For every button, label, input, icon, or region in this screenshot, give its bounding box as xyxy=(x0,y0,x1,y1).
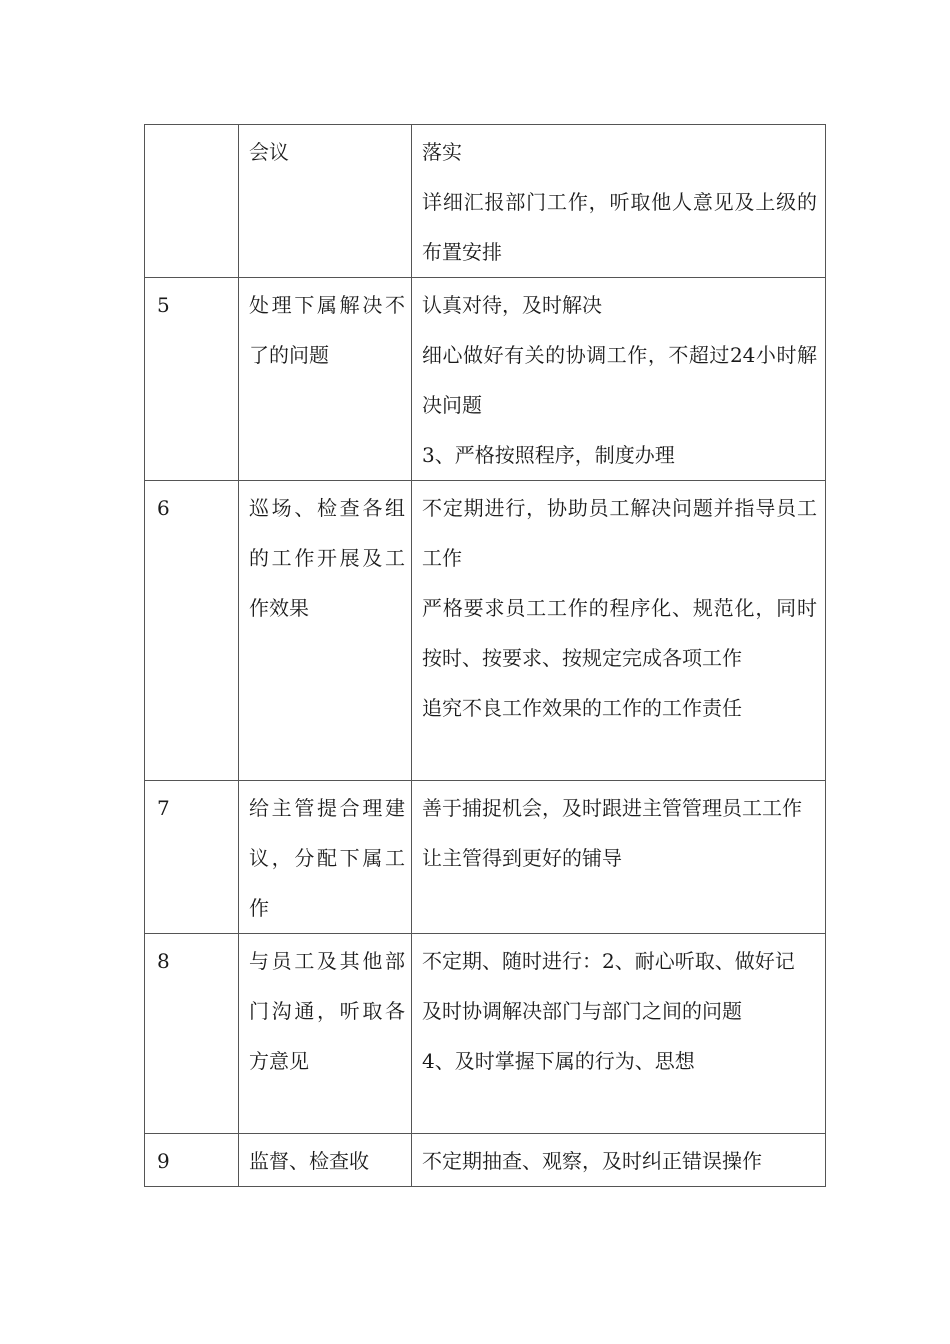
row-item: 巡场、检查各组的工作开展及工作效果 xyxy=(239,481,412,781)
row-number: 5 xyxy=(145,278,239,481)
row-standard xyxy=(412,934,826,1134)
standard-line: 追究不良工作效果的工作的工作责任 xyxy=(422,696,742,720)
row-item: 处理下属解决不了的问题 xyxy=(239,278,412,481)
table-row xyxy=(145,278,826,481)
standard-line: 落实 xyxy=(422,140,462,164)
standard-line: 善于捕捉机会，及时跟进主管管理员工工作 xyxy=(422,796,802,820)
standard-line: 严格要求员工工作的程序化、规范化，同时按时、按要求、按规定完成各项工作 xyxy=(422,596,817,670)
table-row xyxy=(145,125,826,278)
row-number: 8 xyxy=(145,934,239,1134)
standard-line: 让主管得到更好的铺导 xyxy=(422,846,622,870)
row-standard xyxy=(412,781,826,934)
row-standard xyxy=(412,125,826,278)
row-standard xyxy=(412,278,826,481)
table-row xyxy=(145,1134,826,1187)
row-standard xyxy=(412,1134,826,1187)
row-item: 监督、检查收 xyxy=(239,1134,412,1187)
standard-line: 不定期、随时进行：2、耐心听取、做好记 xyxy=(422,949,795,973)
standard-line: 详细汇报部门工作，听取他人意见及上级的布置安排 xyxy=(422,190,817,264)
table-row xyxy=(145,781,826,934)
row-number: 7 xyxy=(145,781,239,934)
row-item: 会议 xyxy=(239,125,412,278)
row-item: 与员工及其他部门沟通，听取各方意见 xyxy=(239,934,412,1134)
row-number xyxy=(145,125,239,278)
row-item: 给主管提合理建议，分配下属工作 xyxy=(239,781,412,934)
table-row xyxy=(145,934,826,1134)
standard-line: 不定期抽查、观察，及时纠正错误操作 xyxy=(422,1149,762,1173)
row-number: 9 xyxy=(145,1134,239,1187)
standard-line: 及时协调解决部门与部门之间的问题 xyxy=(422,999,742,1023)
row-number: 6 xyxy=(145,481,239,781)
standard-line: 细心做好有关的协调工作，不超过24小时解决问题 xyxy=(422,343,817,417)
duty-table xyxy=(144,124,826,1187)
standard-line: 4、及时掌握下属的行为、思想 xyxy=(422,1049,695,1073)
row-standard xyxy=(412,481,826,781)
standard-line: 认真对待，及时解决 xyxy=(422,293,602,317)
table-row xyxy=(145,481,826,781)
standard-line: 不定期进行，协助员工解决问题并指导员工工作 xyxy=(422,496,817,570)
standard-line: 3、严格按照程序，制度办理 xyxy=(422,443,675,467)
